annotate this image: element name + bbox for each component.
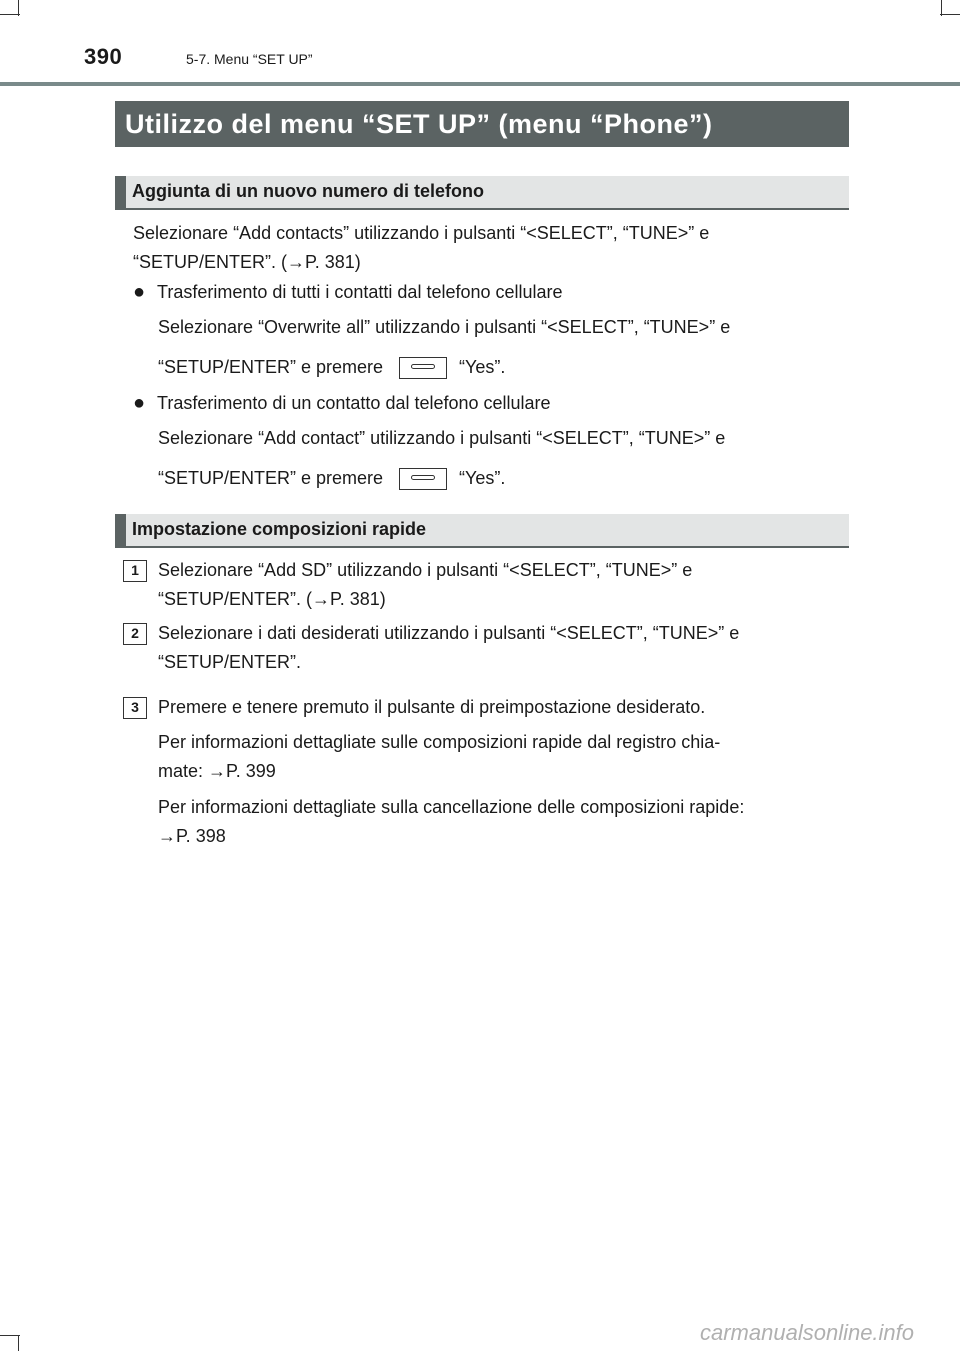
note-paragraph	[158, 793, 843, 851]
step-number: 2	[123, 623, 147, 645]
note-line: Per informazioni dettagliate sulla cancellazione delle composizioni rapide:	[158, 797, 745, 817]
note-line: →P. 398	[158, 826, 226, 846]
section-heading-speed-dial: Impostazione composizioni rapide	[115, 514, 849, 548]
bullet-body	[158, 353, 843, 382]
intro-paragraph	[133, 219, 843, 277]
crop-mark	[0, 1335, 20, 1336]
body-line: “Yes”.	[459, 357, 506, 377]
step-line: Selezionare i dati desiderati utilizzando i pulsanti “<SELECT”, “TUNE>” e	[158, 623, 740, 643]
step-line: Premere e tenere premuto il pulsante di preimpostazione desiderato.	[158, 697, 706, 717]
bullet-body	[158, 313, 843, 342]
page-number: 390	[84, 44, 123, 69]
crop-mark	[18, 0, 19, 16]
step-text	[158, 556, 843, 614]
step-number: 3	[123, 697, 147, 719]
step-line: “SETUP/ENTER”.	[158, 652, 302, 672]
running-header: 5-7. Menu “SET UP”	[186, 51, 313, 67]
note-paragraph	[158, 728, 843, 786]
body-line: “SETUP/ENTER” e premere	[158, 357, 384, 377]
note-line: mate: →P. 399	[158, 761, 276, 781]
body-line: “SETUP/ENTER” e premere	[158, 468, 384, 488]
bullet-dot-icon: ●	[133, 281, 146, 303]
bullet-body	[158, 464, 843, 493]
page-title: Utilizzo del menu “SET UP” (menu “Phone”)	[115, 101, 849, 147]
body-line: Selezionare “Add contact” utilizzando i pulsanti “<SELECT”, “TUNE>” e	[158, 428, 726, 448]
phone-button-icon	[399, 357, 447, 379]
step-line: “SETUP/ENTER”. (→P. 381)	[158, 589, 386, 609]
bullet-dot-icon: ●	[133, 392, 146, 414]
phone-button-icon	[399, 468, 447, 490]
step-text	[158, 693, 843, 722]
bullet-title: Trasferimento di tutti i contatti dal telefono cellulare	[157, 282, 563, 302]
section-heading-new-number: Aggiunta di un nuovo numero di telefono	[115, 176, 849, 210]
crop-mark	[18, 1335, 19, 1351]
crop-mark	[0, 14, 20, 15]
bullet-item	[133, 389, 551, 418]
crop-mark	[941, 0, 942, 16]
watermark: carmanualsonline.info	[700, 1320, 915, 1345]
step-number: 1	[123, 560, 147, 582]
body-line: Selezionare “Overwrite all” utilizzando i pulsanti “<SELECT”, “TUNE>” e	[158, 317, 731, 337]
bullet-title: Trasferimento di un contatto dal telefono cellulare	[157, 393, 551, 413]
intro-line: Selezionare “Add contacts” utilizzando i pulsanti “<SELECT”, “TUNE>” e	[133, 223, 710, 243]
bullet-body	[158, 424, 843, 453]
header-rule	[0, 82, 960, 86]
note-line: Per informazioni dettagliate sulle composizioni rapide dal registro chia-	[158, 732, 721, 752]
step-line: Selezionare “Add SD” utilizzando i pulsanti “<SELECT”, “TUNE>” e	[158, 560, 693, 580]
bullet-item	[133, 278, 563, 307]
crop-mark	[940, 14, 960, 15]
intro-line: “SETUP/ENTER”. (→P. 381)	[133, 252, 361, 272]
step-text	[158, 619, 843, 677]
body-line: “Yes”.	[459, 468, 506, 488]
